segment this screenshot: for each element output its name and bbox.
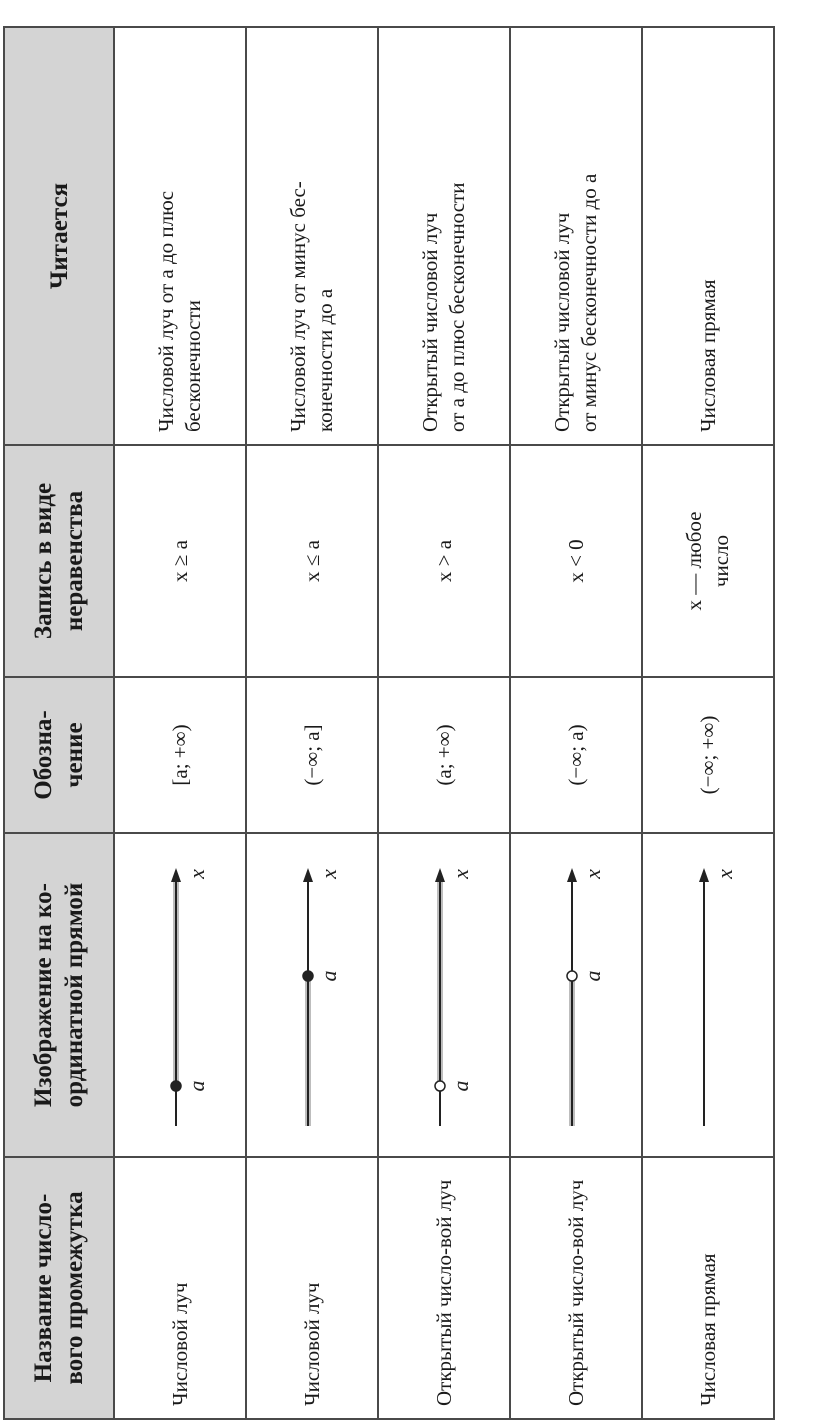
point-label: a [580,970,605,982]
axis-label: x [448,869,473,879]
interval-inequality [642,445,774,677]
axis-label: x [712,869,737,879]
axis-arrow-icon [699,868,709,882]
interval-reading [378,27,510,445]
table-row [246,27,378,1419]
interval-reading [642,27,774,445]
reading-line: Открытый числовой луч [550,212,574,432]
table-row [642,27,774,1419]
inequality-line: число [709,534,733,588]
table-row [510,27,642,1419]
interval-inequality [246,445,378,677]
interval-image [510,833,642,1157]
inequality-line: x — любое [682,511,706,611]
axis-label: x [580,869,605,879]
reading-line: Числовая прямая [695,279,720,432]
inequality-line: x < 0 [563,539,588,583]
interval-notation: (a; +∞) [378,677,510,833]
interval-image [246,833,378,1157]
interval-name: Открытый число-вой луч [510,1157,642,1419]
interval-reading [246,27,378,445]
filled-point [303,971,313,981]
interval-notation: (−∞; a] [246,677,378,833]
header-notation-line: чение [61,722,88,788]
coordinate-line-diagram [536,844,616,1144]
point-label: a [184,1080,209,1092]
interval-inequality [114,445,246,677]
rotated-page [0,28,770,1420]
coordinate-line-diagram [668,844,748,1144]
inequality-line: x > a [431,539,456,583]
table-body [114,27,774,1419]
interval-name: Числовая прямая [642,1157,774,1419]
header-name [4,1157,114,1419]
axis-arrow-icon [303,868,313,882]
reading-line: Открытый числовой луч [418,212,442,432]
axis-arrow-icon [435,868,445,882]
point-label: a [316,970,341,982]
header-name-line: Название число- [30,1193,57,1383]
interval-image [114,833,246,1157]
inequality-line: x ≤ a [299,540,324,582]
open-point [567,971,577,981]
axis-label: x [316,869,341,879]
reading-line: конечности до a [313,288,337,432]
reading-line: от a до плюс бесконечности [445,182,469,432]
header-image-line: ординатной прямой [61,882,88,1108]
header-image-line: Изображение на ко- [30,883,57,1107]
header-reading-line: Читается [45,182,73,290]
interval-reading [114,27,246,445]
interval-image [378,833,510,1157]
header-inequality [4,445,114,677]
interval-notation: (−∞; +∞) [642,677,774,833]
header-notation [4,677,114,833]
open-point [435,1081,445,1091]
reading-line: бесконечности [181,300,205,432]
interval-notation: (−∞; a) [510,677,642,833]
interval-name: Числовой луч [114,1157,246,1419]
axis-label: x [184,869,209,879]
interval-inequality [378,445,510,677]
reading-line: Числовой луч от a до плюс [154,190,178,432]
intervals-table [3,26,775,1420]
interval-name: Числовой луч [246,1157,378,1419]
reading-line: от минус бесконечности до a [577,173,601,432]
point-label: a [448,1080,473,1092]
inequality-line: x ≥ a [167,540,192,582]
table-row [378,27,510,1419]
header-name-line: вого промежутка [61,1191,88,1385]
interval-image [642,833,774,1157]
interval-name: Открытый число-вой луч [378,1157,510,1419]
axis-arrow-icon [567,868,577,882]
header-notation-line: Обозна- [30,710,57,800]
interval-notation: [a; +∞) [114,677,246,833]
coordinate-line-diagram [140,844,220,1144]
reading-line: Числовой луч от минус бес- [286,181,310,432]
header-reading [4,27,114,445]
coordinate-line-diagram [404,844,484,1144]
interval-inequality [510,445,642,677]
header-image [4,833,114,1157]
axis-arrow-icon [171,868,181,882]
header-inequality-line: Запись в виде [30,482,57,640]
filled-point [171,1081,181,1091]
header-inequality-line: неравенства [61,490,88,632]
coordinate-line-diagram [272,844,352,1144]
table-row [114,27,246,1419]
header-row [4,27,114,1419]
interval-reading [510,27,642,445]
